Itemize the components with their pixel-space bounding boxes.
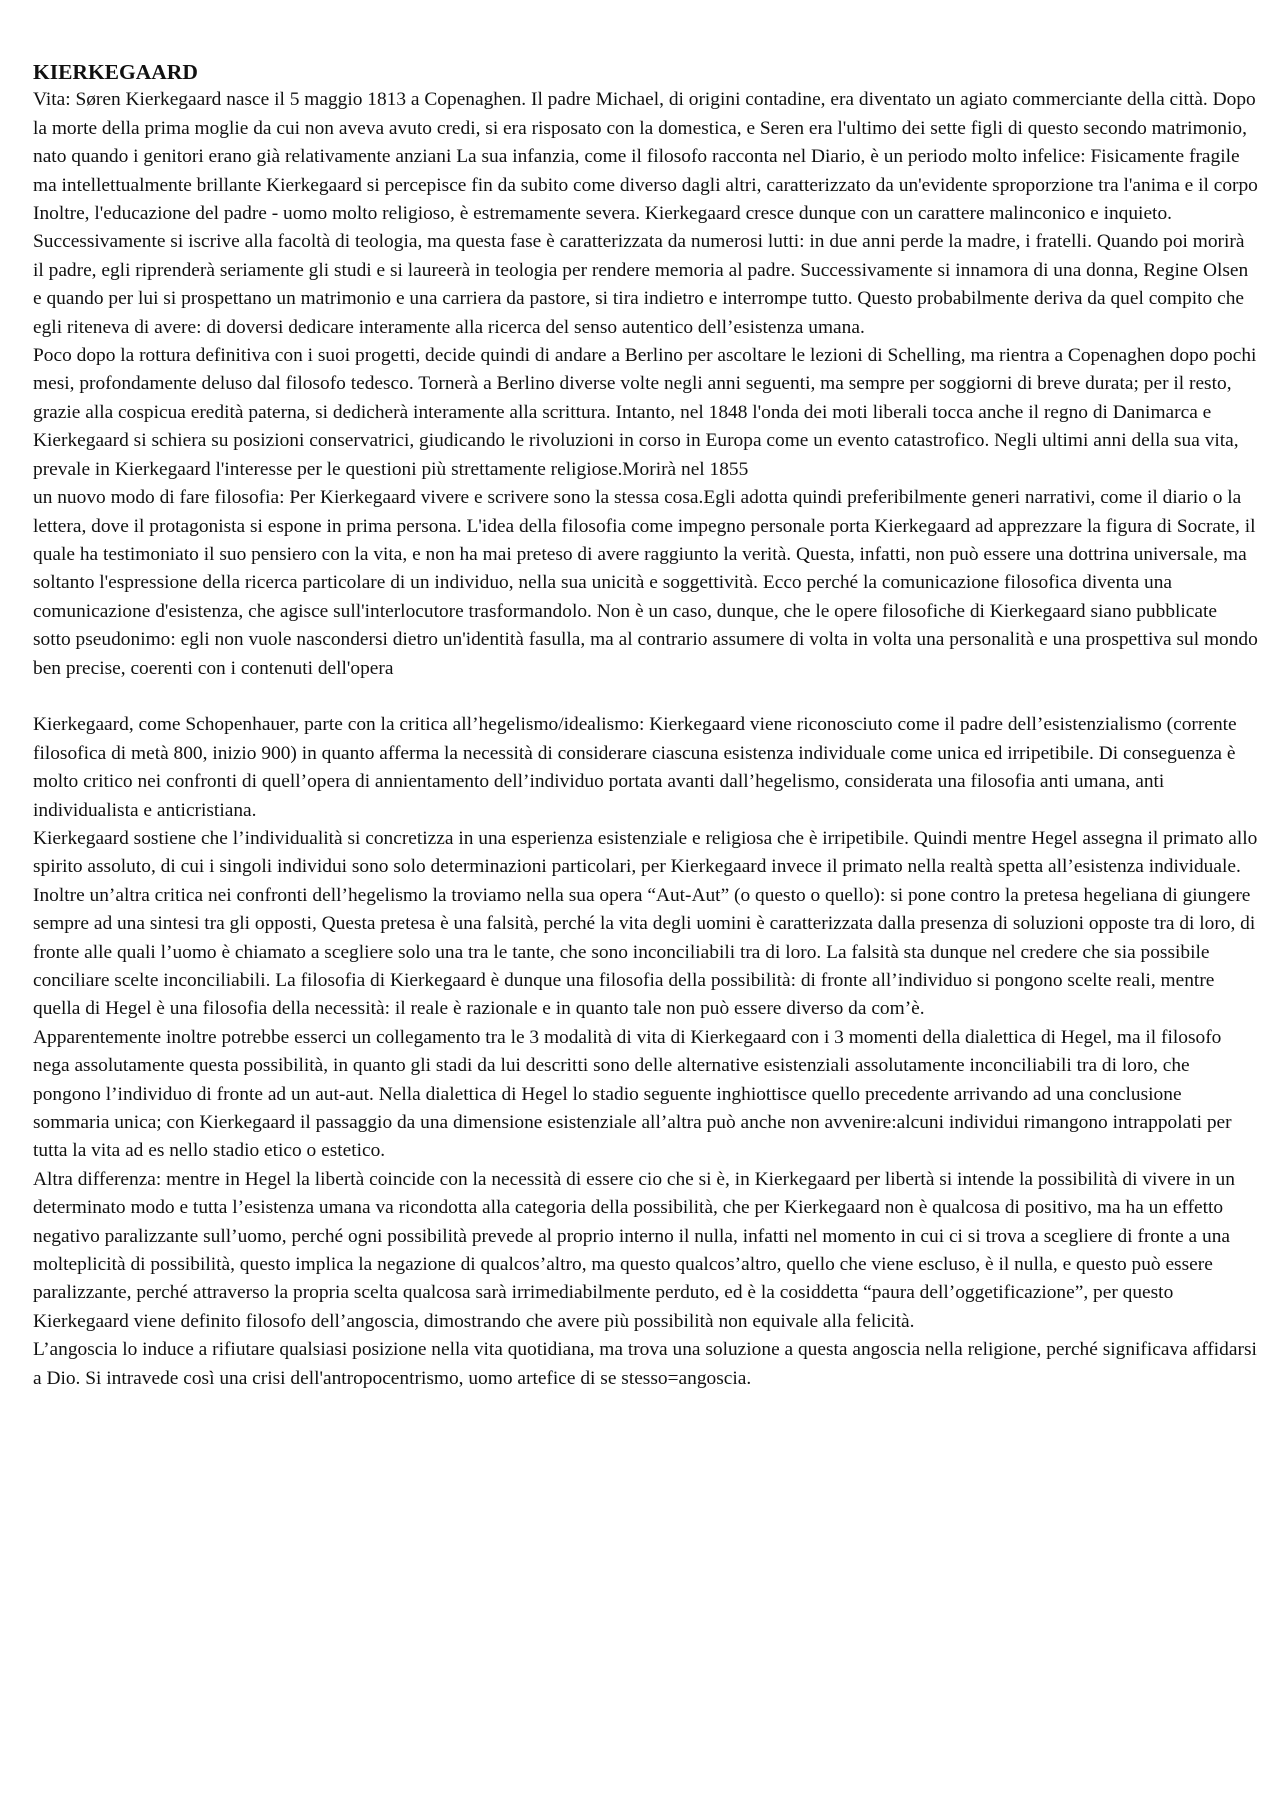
paragraph-critica-hegelismo: Kierkegaard, come Schopenhauer, parte con la critica all’hegelismo/idealismo: Kierkegaard viene riconosciuto come il padre dell’esistenzialismo (corrente filosofica di metà 800, inizio 900) in quanto afferma la necessità di considerare ciascuna esistenza individuale come unica ed irripetibile. Di conseguenza è molto critico nei confronti di quell’opera di annientamento dell’individuo portata avanti dall’hegelismo, considerata una filosofia anti umana, anti individualista e anticristiana. bbox=[33, 714, 1237, 821]
paragraph-berlino: Poco dopo la rottura definitiva con i suoi progetti, decide quindi di andare a Berlino per ascoltare le lezioni di Schelling, ma rientra a Copenaghen dopo pochi mesi, profondamente deluso dal filosofo tedesco. Tornerà a Berlino diverse volte negli anni seguenti, ma sempre per soggiorni di breve durata; per il resto, grazie alla cospicua eredità paterna, si dedicherà interamente alla scrittura. Intanto, nel 1848 l'onda dei moti liberali tocca anche il regno di Danimarca e Kierkegaard si schiera su posizioni conservatrici, giudicando le rivoluzioni in corso in Europa come un evento catastrofico. Negli ultimi anni della sua vita, prevale in Kierkegaard l'interesse per le questioni più strettamente religiose.Morirà nel 1855 bbox=[33, 345, 1257, 480]
paragraph-angoscia: L’angoscia lo induce a rifiutare qualsiasi posizione nella vita quotidiana, ma trova una soluzione a questa angoscia nella religione, perché significava affidarsi a Dio. Si intravede così una crisi dell'antropocentrismo, uomo artefice di se stesso=angoscia. bbox=[33, 1339, 1257, 1389]
paragraph-aut-aut: Inoltre un’altra critica nei confronti dell’hegelismo la troviamo nella sua opera “Aut-Aut” (o questo o quello): si pone contro la pretesa hegeliana di giungere sempre ad una sintesi tra gli opposti, Questa pretesa è una falsità, perché la vita degli uomini è caratterizzata dalla presenza di soluzioni opposte tra di loro, di fronte alle quali l’uomo è chiamato a scegliere solo una tra le tante, che sono inconciliabili tra di loro. La falsità sta dunque nel credere che sia possibile conciliare scelte inconciliabili. La filosofia di Kierkegaard è dunque una filosofia della possibilità: di fronte all’individuo si pongono scelte reali, mentre quella di Hegel è una filosofia della necessità: il reale è razionale e in quanto tale non può essere diverso da com’è. bbox=[33, 884, 1256, 1020]
paragraph-modalita-vita: Apparentemente inoltre potrebbe esserci un collegamento tra le 3 modalità di vita di Kierkegaard con i 3 momenti della dialettica di Hegel, ma il filosofo nega assolutamente questa possibilità, in quanto gli stadi da lui descritti sono delle alternative esistenziali assolutamente inconciliabili tra di loro, che pongono l’individuo di fronte ad un aut-aut. Nella dialettica di Hegel lo stadio seguente inghiottisce quello precedente arrivando ad una conclusione sommaria unica; con Kierkegaard il passaggio da una dimensione esistenziale all’altra può anche non avvenire:alcuni individui rimangono intrappolati per tutta la vita ad es nello stadio etico o estetico. bbox=[33, 1026, 1232, 1162]
document-title: KIERKEGAARD bbox=[33, 60, 198, 84]
paragraph-individualita: Kierkegaard sostiene che l’individualità si concretizza in una esperienza esistenziale e religiosa che è irripetibile. Quindi mentre Hegel assegna il primato allo spirito assoluto, di cui i singoli individui sono solo determinazioni particolari, per Kierkegaard invece il primato nella realtà spetta all’esistenza individuale. bbox=[33, 827, 1258, 878]
paragraph-liberta: Altra differenza: mentre in Hegel la libertà coincide con la necessità di essere cio che si è, in Kierkegaard per libertà si intende la possibilità di vivere in un determinato modo e tutta l’esistenza umana va ricondotta alla categoria della possibilità, che per Kierkegaard non è qualcosa di positivo, ma ha un effetto negativo paralizzante sull’uomo, perché ogni possibilità prevede al proprio interno il nulla, infatti nel momento in cui ci si trova a scegliere di fronte a una molteplicità di possibilità, questo implica la negazione di qualcos’altro, ma questo qualcos’altro, quello che viene escluso, è il nulla, e questo può essere paralizzante, perché attraverso la propria scelta qualcosa sarà irrimediabilmente perduto, ed è la cosiddetta “paura dell’oggetificazione”, per questo Kierkegaard viene definito filosofo dell’angoscia, dimostrando che avere più possibilità non equivale alla felicità. bbox=[33, 1168, 1235, 1332]
paragraph-vita: Vita: Søren Kierkegaard nasce il 5 maggio 1813 a Copenaghen. Il padre Michael, di origini contadine, era diventato un agiato commerciante della città. Dopo la morte della prima moglie da cui non aveva avuto credi, si era risposato con la domestica, e Seren era l'ultimo dei sette figli di questo secondo matrimonio, nato quando i genitori erano già relativamente anziani La sua infanzia, come il filosofo racconta nel Diario, è un periodo molto infelice: Fisicamente fragile ma intellettualmente brillante Kierkegaard si percepisce fin da subito come diverso dagli altri, caratterizzato da un'evidente sproporzione tra l'anima e il corpo Inoltre, l'educazione del padre - uomo molto religioso, è estremamente severa. Kierkegaard cresce dunque con un carattere malinconico e inquieto. Successivamente si iscrive alla facoltà di teologia, ma questa fase è caratterizzata da numerosi lutti: in due anni perde la madre, i fratelli. Quando poi morirà il padre, egli riprenderà seriamente gli studi e si laureerà in teologia per rendere memoria al padre. Successivamente si innamora di una donna, Regine Olsen e quando per lui si prospettano un matrimonio e una carriera da pastore, si tira indietro e interrompe tutto. Questo probabilmente deriva da quel compito che egli riteneva di avere: di doversi dedicare interamente alla ricerca del senso autentico dell’esistenza umana. bbox=[33, 89, 1258, 338]
paragraph-nuovo-modo: un nuovo modo di fare filosofia: Per Kierkegaard vivere e scrivere sono la stessa cosa.Egli adotta quindi preferibilmente generi narrativi, come il diario o la lettera, dove il protagonista si espone in prima persona. L'idea della filosofia come impegno personale porta Kierkegaard ad apprezzare la figura di Socrate, il quale ha testimoniato il suo pensiero con la vita, e non ha mai preteso di avere raggiunto la verità. Questa, infatti, non può essere una dottrina universale, ma soltanto l'espressione della ricerca particolare di un individuo, nella sua unicità e soggettività. Ecco perché la comunicazione filosofica diventa una comunicazione d'esistenza, che agisce sull'interlocutore trasformandolo. Non è un caso, dunque, che le opere filosofiche di Kierkegaard siano pubblicate sotto pseudonimo: egli non vuole nascondersi dietro un'identità fasulla, ma al contrario assumere di volta in volta una personalità e una prospettiva sul mondo ben precise, coerenti con i contenuti dell'opera bbox=[33, 487, 1258, 679]
document-page bbox=[33, 58, 1258, 1393]
paragraph-spacer bbox=[33, 683, 1258, 711]
